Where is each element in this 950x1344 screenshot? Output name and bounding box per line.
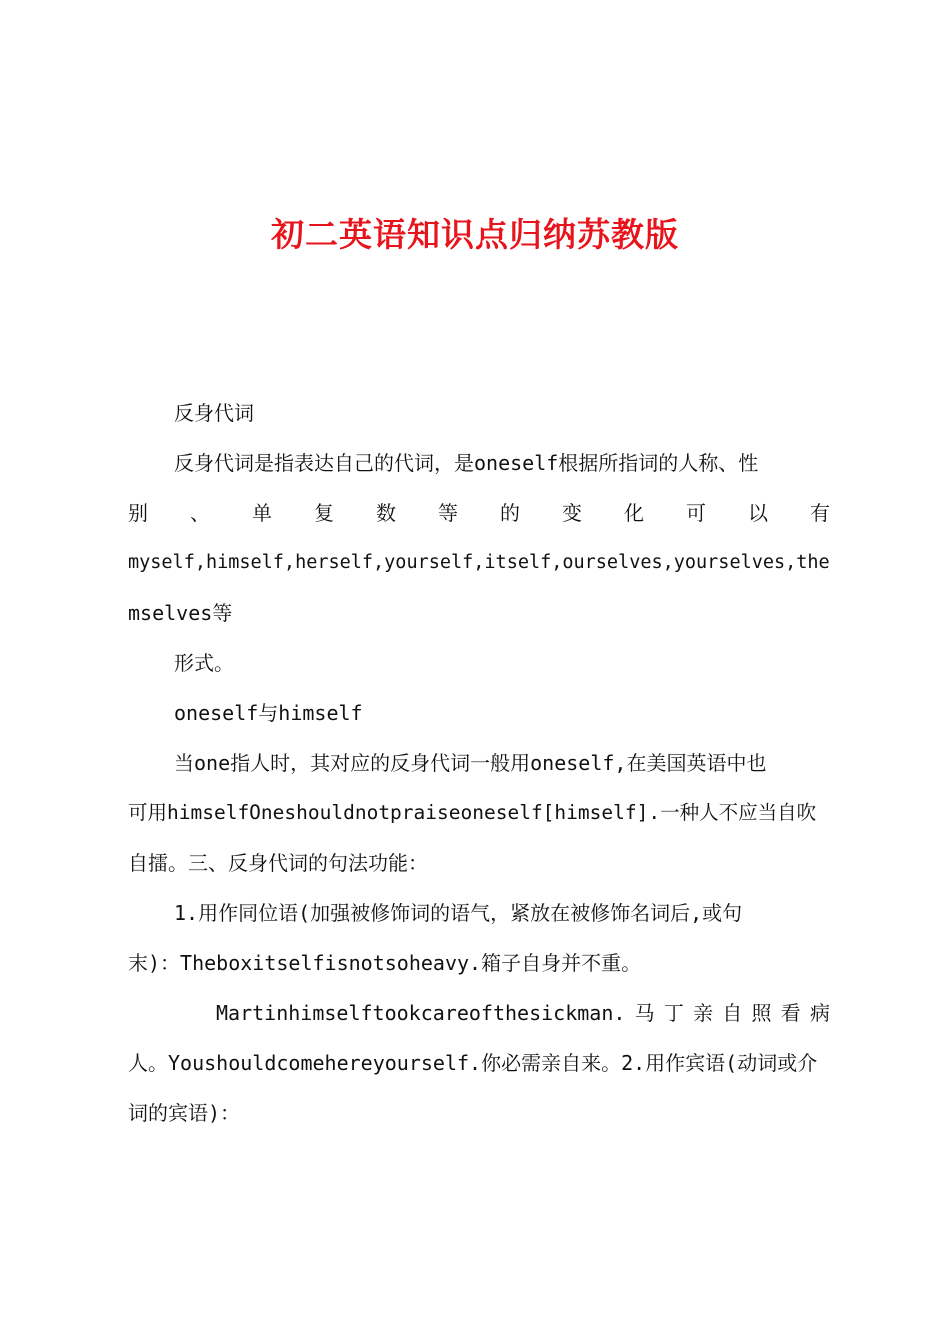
example-sentence: Martinhimselftookcareofthesickman.	[216, 1001, 626, 1025]
justified-line	[128, 488, 830, 538]
paragraph-line: 反身代词是指表达自己的代词，是oneself根据所指词的人称、性	[174, 451, 759, 475]
justified-char: 马	[634, 1001, 655, 1025]
justified-char: 数	[376, 501, 396, 525]
justified-char: 丁	[663, 1001, 684, 1025]
justified-char: 单	[252, 501, 272, 525]
justified-char: 照	[751, 1001, 772, 1025]
justified-char: 等	[438, 501, 458, 525]
justified-char: 可	[686, 501, 706, 525]
justified-char: 看	[780, 1001, 801, 1025]
justified-char: 有	[810, 501, 830, 525]
justified-char: 以	[748, 501, 768, 525]
document-title: 初二英语知识点归纳苏教版	[271, 215, 679, 254]
justified-line	[128, 988, 830, 1038]
section-heading: 反身代词	[174, 401, 254, 425]
paragraph-line: 自擂。三、反身代词的句法功能：	[128, 851, 428, 875]
justified-char: 病	[809, 1001, 830, 1025]
paragraph-line: 1.用作同位语(加强被修饰词的语气，紧放在被修饰名词后,或句	[174, 901, 743, 925]
paragraph-line: 词的宾语)：	[128, 1101, 241, 1125]
justified-char: 变	[562, 501, 582, 525]
paragraph-line: mselves等	[128, 601, 233, 625]
paragraph-line: 形式。	[174, 651, 234, 675]
paragraph-line: 当one指人时，其对应的反身代词一般用oneself,在美国英语中也	[174, 751, 767, 775]
justified-char: 别	[128, 501, 148, 525]
justified-char: 的	[500, 501, 520, 525]
section-heading: oneself与himself	[174, 701, 363, 725]
paragraph-line: 末)：Theboxitselfisnotsoheavy.箱子自身并不重。	[128, 951, 642, 975]
paragraph-line: 可用himselfOneshouldnotpraiseoneself[himself].一种人不应当自吹	[128, 801, 817, 824]
paragraph-line: 人。Youshouldcomehereyourself.你必需亲自来。2.用作宾语(动词或介	[128, 1051, 818, 1075]
paragraph-line: myself,himself,herself,yourself,itself,ourselves,yourselves,the	[128, 552, 830, 573]
justified-char: 复	[314, 501, 334, 525]
justified-char: 化	[624, 501, 644, 525]
justified-char: 自	[722, 1001, 743, 1025]
justified-char: 亲	[693, 1001, 714, 1025]
justified-char: 、	[190, 501, 210, 525]
